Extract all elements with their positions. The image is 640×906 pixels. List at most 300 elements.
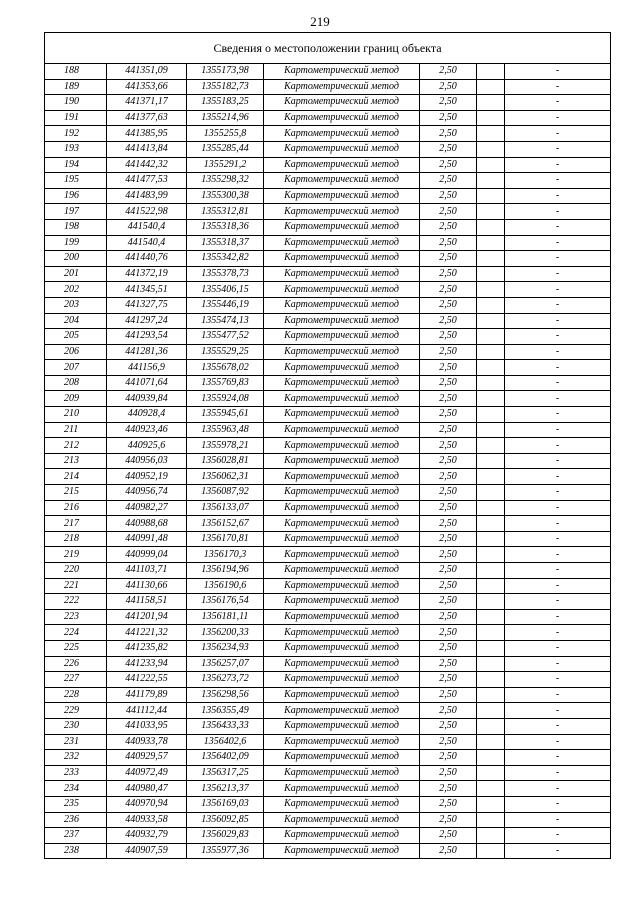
x-coordinate-cell: 441442,32 xyxy=(107,157,187,173)
y-coordinate-cell: 1356176,54 xyxy=(187,594,264,610)
y-coordinate-cell: 1356213,37 xyxy=(187,781,264,797)
method-cell: Картометрический метод xyxy=(264,594,420,610)
point-number-cell: 195 xyxy=(45,173,107,189)
method-cell: Картометрический метод xyxy=(264,485,420,501)
table-row xyxy=(45,453,611,469)
method-cell: Картометрический метод xyxy=(264,344,420,360)
method-cell: Картометрический метод xyxy=(264,407,420,423)
point-number-cell: 219 xyxy=(45,547,107,563)
empty-cell xyxy=(477,204,505,220)
point-number-cell: 226 xyxy=(45,656,107,672)
empty-cell xyxy=(477,79,505,95)
table-title: Сведения о местоположении границ объекта xyxy=(44,32,611,63)
accuracy-cell: 2,50 xyxy=(420,141,477,157)
point-number-cell: 205 xyxy=(45,329,107,345)
empty-cell xyxy=(477,95,505,111)
y-coordinate-cell: 1356355,49 xyxy=(187,703,264,719)
table-row xyxy=(45,500,611,516)
y-coordinate-cell: 1355285,44 xyxy=(187,141,264,157)
table-row xyxy=(45,141,611,157)
table-row xyxy=(45,266,611,282)
x-coordinate-cell: 441327,75 xyxy=(107,297,187,313)
note-cell: - xyxy=(505,563,611,579)
table-row xyxy=(45,188,611,204)
point-number-cell: 233 xyxy=(45,765,107,781)
table-row xyxy=(45,578,611,594)
y-coordinate-cell: 1356257,07 xyxy=(187,656,264,672)
point-number-cell: 199 xyxy=(45,235,107,251)
accuracy-cell: 2,50 xyxy=(420,64,477,80)
x-coordinate-cell: 441540,4 xyxy=(107,235,187,251)
point-number-cell: 215 xyxy=(45,485,107,501)
table-row xyxy=(45,313,611,329)
point-number-cell: 191 xyxy=(45,110,107,126)
accuracy-cell: 2,50 xyxy=(420,297,477,313)
table-row xyxy=(45,235,611,251)
method-cell: Картометрический метод xyxy=(264,422,420,438)
empty-cell xyxy=(477,453,505,469)
method-cell: Картометрический метод xyxy=(264,391,420,407)
x-coordinate-cell: 440929,57 xyxy=(107,750,187,766)
empty-cell xyxy=(477,609,505,625)
note-cell: - xyxy=(505,173,611,189)
point-number-cell: 203 xyxy=(45,297,107,313)
point-number-cell: 229 xyxy=(45,703,107,719)
accuracy-cell: 2,50 xyxy=(420,672,477,688)
table-row xyxy=(45,828,611,844)
table-row xyxy=(45,329,611,345)
x-coordinate-cell: 440991,48 xyxy=(107,531,187,547)
y-coordinate-cell: 1355769,83 xyxy=(187,375,264,391)
x-coordinate-cell: 441371,17 xyxy=(107,95,187,111)
point-number-cell: 224 xyxy=(45,625,107,641)
accuracy-cell: 2,50 xyxy=(420,235,477,251)
y-coordinate-cell: 1356194,96 xyxy=(187,563,264,579)
note-cell: - xyxy=(505,126,611,142)
method-cell: Картометрический метод xyxy=(264,563,420,579)
accuracy-cell: 2,50 xyxy=(420,750,477,766)
point-number-cell: 198 xyxy=(45,219,107,235)
note-cell: - xyxy=(505,781,611,797)
accuracy-cell: 2,50 xyxy=(420,640,477,656)
accuracy-cell: 2,50 xyxy=(420,79,477,95)
table-row xyxy=(45,282,611,298)
note-cell: - xyxy=(505,282,611,298)
method-cell: Картометрический метод xyxy=(264,640,420,656)
method-cell: Картометрический метод xyxy=(264,95,420,111)
empty-cell xyxy=(477,625,505,641)
y-coordinate-cell: 1355963,48 xyxy=(187,422,264,438)
y-coordinate-cell: 1356092,85 xyxy=(187,812,264,828)
point-number-cell: 228 xyxy=(45,687,107,703)
x-coordinate-cell: 441522,98 xyxy=(107,204,187,220)
method-cell: Картометрический метод xyxy=(264,126,420,142)
y-coordinate-cell: 1356087,92 xyxy=(187,485,264,501)
table-row xyxy=(45,110,611,126)
method-cell: Картометрический метод xyxy=(264,453,420,469)
x-coordinate-cell: 440933,78 xyxy=(107,734,187,750)
accuracy-cell: 2,50 xyxy=(420,360,477,376)
note-cell: - xyxy=(505,219,611,235)
table-row xyxy=(45,485,611,501)
x-coordinate-cell: 440933,58 xyxy=(107,812,187,828)
accuracy-cell: 2,50 xyxy=(420,375,477,391)
empty-cell xyxy=(477,781,505,797)
empty-cell xyxy=(477,438,505,454)
boundary-coordinates-sheet xyxy=(44,32,611,859)
point-number-cell: 202 xyxy=(45,282,107,298)
accuracy-cell: 2,50 xyxy=(420,625,477,641)
note-cell: - xyxy=(505,796,611,812)
x-coordinate-cell: 441297,24 xyxy=(107,313,187,329)
method-cell: Картометрический метод xyxy=(264,672,420,688)
x-coordinate-cell: 441222,55 xyxy=(107,672,187,688)
empty-cell xyxy=(477,672,505,688)
x-coordinate-cell: 441130,66 xyxy=(107,578,187,594)
note-cell: - xyxy=(505,812,611,828)
note-cell: - xyxy=(505,656,611,672)
method-cell: Картометрический метод xyxy=(264,812,420,828)
note-cell: - xyxy=(505,594,611,610)
empty-cell xyxy=(477,531,505,547)
table-row xyxy=(45,640,611,656)
x-coordinate-cell: 440999,04 xyxy=(107,547,187,563)
table-row xyxy=(45,95,611,111)
x-coordinate-cell: 441345,51 xyxy=(107,282,187,298)
method-cell: Картометрический метод xyxy=(264,219,420,235)
method-cell: Картометрический метод xyxy=(264,282,420,298)
method-cell: Картометрический метод xyxy=(264,329,420,345)
empty-cell xyxy=(477,750,505,766)
table-row xyxy=(45,750,611,766)
note-cell: - xyxy=(505,204,611,220)
x-coordinate-cell: 440980,47 xyxy=(107,781,187,797)
accuracy-cell: 2,50 xyxy=(420,594,477,610)
point-number-cell: 209 xyxy=(45,391,107,407)
note-cell: - xyxy=(505,422,611,438)
y-coordinate-cell: 1356152,67 xyxy=(187,516,264,532)
empty-cell xyxy=(477,360,505,376)
point-number-cell: 200 xyxy=(45,251,107,267)
empty-cell xyxy=(477,188,505,204)
empty-cell xyxy=(477,126,505,142)
y-coordinate-cell: 1355183,25 xyxy=(187,95,264,111)
x-coordinate-cell: 441158,51 xyxy=(107,594,187,610)
accuracy-cell: 2,50 xyxy=(420,95,477,111)
x-coordinate-cell: 441179,89 xyxy=(107,687,187,703)
empty-cell xyxy=(477,812,505,828)
empty-cell xyxy=(477,64,505,80)
accuracy-cell: 2,50 xyxy=(420,407,477,423)
y-coordinate-cell: 1355406,15 xyxy=(187,282,264,298)
note-cell: - xyxy=(505,313,611,329)
y-coordinate-cell: 1356133,07 xyxy=(187,500,264,516)
x-coordinate-cell: 440970,94 xyxy=(107,796,187,812)
table-row xyxy=(45,219,611,235)
note-cell: - xyxy=(505,469,611,485)
point-number-cell: 213 xyxy=(45,453,107,469)
note-cell: - xyxy=(505,188,611,204)
point-number-cell: 216 xyxy=(45,500,107,516)
x-coordinate-cell: 441351,09 xyxy=(107,64,187,80)
note-cell: - xyxy=(505,640,611,656)
empty-cell xyxy=(477,141,505,157)
method-cell: Картометрический метод xyxy=(264,656,420,672)
empty-cell xyxy=(477,563,505,579)
y-coordinate-cell: 1355312,81 xyxy=(187,204,264,220)
accuracy-cell: 2,50 xyxy=(420,828,477,844)
note-cell: - xyxy=(505,843,611,859)
empty-cell xyxy=(477,297,505,313)
note-cell: - xyxy=(505,157,611,173)
note-cell: - xyxy=(505,718,611,734)
accuracy-cell: 2,50 xyxy=(420,126,477,142)
accuracy-cell: 2,50 xyxy=(420,313,477,329)
x-coordinate-cell: 441201,94 xyxy=(107,609,187,625)
accuracy-cell: 2,50 xyxy=(420,500,477,516)
table-row xyxy=(45,407,611,423)
x-coordinate-cell: 441377,63 xyxy=(107,110,187,126)
empty-cell xyxy=(477,157,505,173)
method-cell: Картометрический метод xyxy=(264,734,420,750)
point-number-cell: 222 xyxy=(45,594,107,610)
y-coordinate-cell: 1355924,08 xyxy=(187,391,264,407)
x-coordinate-cell: 441540,4 xyxy=(107,219,187,235)
point-number-cell: 217 xyxy=(45,516,107,532)
x-coordinate-cell: 440956,03 xyxy=(107,453,187,469)
empty-cell xyxy=(477,828,505,844)
method-cell: Картометрический метод xyxy=(264,110,420,126)
empty-cell xyxy=(477,796,505,812)
empty-cell xyxy=(477,219,505,235)
y-coordinate-cell: 1355255,8 xyxy=(187,126,264,142)
accuracy-cell: 2,50 xyxy=(420,734,477,750)
method-cell: Картометрический метод xyxy=(264,828,420,844)
accuracy-cell: 2,50 xyxy=(420,204,477,220)
y-coordinate-cell: 1355446,19 xyxy=(187,297,264,313)
x-coordinate-cell: 441235,82 xyxy=(107,640,187,656)
note-cell: - xyxy=(505,375,611,391)
accuracy-cell: 2,50 xyxy=(420,469,477,485)
x-coordinate-cell: 441233,94 xyxy=(107,656,187,672)
table-row xyxy=(45,843,611,859)
accuracy-cell: 2,50 xyxy=(420,578,477,594)
method-cell: Картометрический метод xyxy=(264,235,420,251)
x-coordinate-cell: 441156,9 xyxy=(107,360,187,376)
method-cell: Картометрический метод xyxy=(264,438,420,454)
method-cell: Картометрический метод xyxy=(264,516,420,532)
point-number-cell: 197 xyxy=(45,204,107,220)
x-coordinate-cell: 441483,99 xyxy=(107,188,187,204)
point-number-cell: 211 xyxy=(45,422,107,438)
empty-cell xyxy=(477,375,505,391)
accuracy-cell: 2,50 xyxy=(420,391,477,407)
y-coordinate-cell: 1355298,32 xyxy=(187,173,264,189)
x-coordinate-cell: 440982,27 xyxy=(107,500,187,516)
y-coordinate-cell: 1355477,52 xyxy=(187,329,264,345)
note-cell: - xyxy=(505,578,611,594)
method-cell: Картометрический метод xyxy=(264,703,420,719)
accuracy-cell: 2,50 xyxy=(420,453,477,469)
method-cell: Картометрический метод xyxy=(264,469,420,485)
x-coordinate-cell: 441112,44 xyxy=(107,703,187,719)
accuracy-cell: 2,50 xyxy=(420,157,477,173)
accuracy-cell: 2,50 xyxy=(420,438,477,454)
note-cell: - xyxy=(505,141,611,157)
empty-cell xyxy=(477,110,505,126)
y-coordinate-cell: 1355173,98 xyxy=(187,64,264,80)
page-number: 219 xyxy=(310,14,330,29)
point-number-cell: 194 xyxy=(45,157,107,173)
empty-cell xyxy=(477,469,505,485)
note-cell: - xyxy=(505,531,611,547)
point-number-cell: 235 xyxy=(45,796,107,812)
method-cell: Картометрический метод xyxy=(264,687,420,703)
point-number-cell: 206 xyxy=(45,344,107,360)
method-cell: Картометрический метод xyxy=(264,750,420,766)
accuracy-cell: 2,50 xyxy=(420,266,477,282)
table-row xyxy=(45,796,611,812)
empty-cell xyxy=(477,640,505,656)
method-cell: Картометрический метод xyxy=(264,251,420,267)
point-number-cell: 188 xyxy=(45,64,107,80)
table-row xyxy=(45,375,611,391)
note-cell: - xyxy=(505,251,611,267)
method-cell: Картометрический метод xyxy=(264,64,420,80)
accuracy-cell: 2,50 xyxy=(420,329,477,345)
point-number-cell: 212 xyxy=(45,438,107,454)
x-coordinate-cell: 441033,95 xyxy=(107,718,187,734)
y-coordinate-cell: 1356298,56 xyxy=(187,687,264,703)
y-coordinate-cell: 1355318,36 xyxy=(187,219,264,235)
y-coordinate-cell: 1355474,13 xyxy=(187,313,264,329)
accuracy-cell: 2,50 xyxy=(420,812,477,828)
y-coordinate-cell: 1356402,09 xyxy=(187,750,264,766)
y-coordinate-cell: 1356170,3 xyxy=(187,547,264,563)
method-cell: Картометрический метод xyxy=(264,531,420,547)
table-row xyxy=(45,812,611,828)
x-coordinate-cell: 441385,95 xyxy=(107,126,187,142)
point-number-cell: 201 xyxy=(45,266,107,282)
x-coordinate-cell: 441413,84 xyxy=(107,141,187,157)
method-cell: Картометрический метод xyxy=(264,313,420,329)
table-row xyxy=(45,781,611,797)
accuracy-cell: 2,50 xyxy=(420,531,477,547)
empty-cell xyxy=(477,843,505,859)
table-row xyxy=(45,594,611,610)
empty-cell xyxy=(477,578,505,594)
table-row xyxy=(45,563,611,579)
accuracy-cell: 2,50 xyxy=(420,188,477,204)
method-cell: Картометрический метод xyxy=(264,781,420,797)
accuracy-cell: 2,50 xyxy=(420,219,477,235)
point-number-cell: 204 xyxy=(45,313,107,329)
note-cell: - xyxy=(505,734,611,750)
method-cell: Картометрический метод xyxy=(264,79,420,95)
note-cell: - xyxy=(505,828,611,844)
accuracy-cell: 2,50 xyxy=(420,687,477,703)
y-coordinate-cell: 1355978,21 xyxy=(187,438,264,454)
table-row xyxy=(45,531,611,547)
point-number-cell: 192 xyxy=(45,126,107,142)
y-coordinate-cell: 1355214,96 xyxy=(187,110,264,126)
note-cell: - xyxy=(505,235,611,251)
point-number-cell: 190 xyxy=(45,95,107,111)
x-coordinate-cell: 441477,53 xyxy=(107,173,187,189)
x-coordinate-cell: 440925,6 xyxy=(107,438,187,454)
x-coordinate-cell: 440956,74 xyxy=(107,485,187,501)
empty-cell xyxy=(477,329,505,345)
note-cell: - xyxy=(505,297,611,313)
method-cell: Картометрический метод xyxy=(264,204,420,220)
note-cell: - xyxy=(505,516,611,532)
accuracy-cell: 2,50 xyxy=(420,703,477,719)
accuracy-cell: 2,50 xyxy=(420,344,477,360)
x-coordinate-cell: 441071,64 xyxy=(107,375,187,391)
coordinates-table-body xyxy=(45,64,611,859)
point-number-cell: 230 xyxy=(45,718,107,734)
y-coordinate-cell: 1355678,02 xyxy=(187,360,264,376)
note-cell: - xyxy=(505,344,611,360)
x-coordinate-cell: 441281,36 xyxy=(107,344,187,360)
method-cell: Картометрический метод xyxy=(264,375,420,391)
empty-cell xyxy=(477,313,505,329)
y-coordinate-cell: 1355300,38 xyxy=(187,188,264,204)
empty-cell xyxy=(477,251,505,267)
method-cell: Картометрический метод xyxy=(264,188,420,204)
method-cell: Картометрический метод xyxy=(264,157,420,173)
y-coordinate-cell: 1355529,25 xyxy=(187,344,264,360)
y-coordinate-cell: 1356190,6 xyxy=(187,578,264,594)
y-coordinate-cell: 1356062,31 xyxy=(187,469,264,485)
y-coordinate-cell: 1355291,2 xyxy=(187,157,264,173)
point-number-cell: 196 xyxy=(45,188,107,204)
method-cell: Картометрический метод xyxy=(264,843,420,859)
x-coordinate-cell: 441353,66 xyxy=(107,79,187,95)
note-cell: - xyxy=(505,329,611,345)
point-number-cell: 236 xyxy=(45,812,107,828)
point-number-cell: 231 xyxy=(45,734,107,750)
method-cell: Картометрический метод xyxy=(264,547,420,563)
accuracy-cell: 2,50 xyxy=(420,251,477,267)
accuracy-cell: 2,50 xyxy=(420,843,477,859)
method-cell: Картометрический метод xyxy=(264,718,420,734)
method-cell: Картометрический метод xyxy=(264,266,420,282)
empty-cell xyxy=(477,485,505,501)
note-cell: - xyxy=(505,360,611,376)
note-cell: - xyxy=(505,64,611,80)
table-row xyxy=(45,79,611,95)
method-cell: Картометрический метод xyxy=(264,578,420,594)
x-coordinate-cell: 440972,49 xyxy=(107,765,187,781)
accuracy-cell: 2,50 xyxy=(420,718,477,734)
empty-cell xyxy=(477,173,505,189)
table-row xyxy=(45,344,611,360)
point-number-cell: 189 xyxy=(45,79,107,95)
empty-cell xyxy=(477,547,505,563)
accuracy-cell: 2,50 xyxy=(420,563,477,579)
table-row xyxy=(45,672,611,688)
x-coordinate-cell: 441293,54 xyxy=(107,329,187,345)
method-cell: Картометрический метод xyxy=(264,796,420,812)
empty-cell xyxy=(477,266,505,282)
empty-cell xyxy=(477,687,505,703)
note-cell: - xyxy=(505,547,611,563)
x-coordinate-cell: 440907,59 xyxy=(107,843,187,859)
y-coordinate-cell: 1356273,72 xyxy=(187,672,264,688)
note-cell: - xyxy=(505,750,611,766)
y-coordinate-cell: 1355342,82 xyxy=(187,251,264,267)
